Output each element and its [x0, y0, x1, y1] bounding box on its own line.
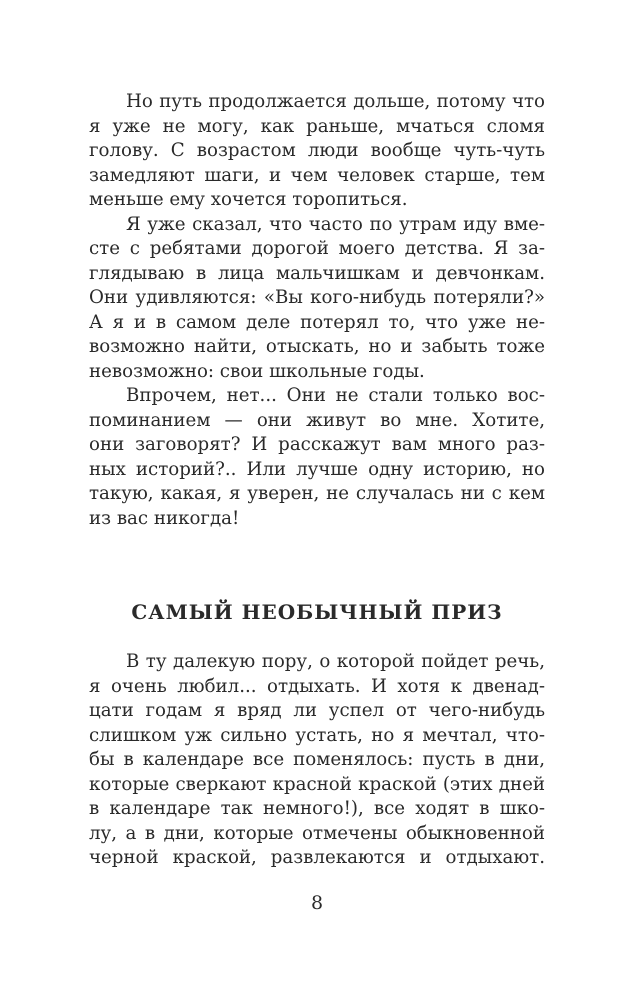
section-2-text — [89, 650, 545, 871]
page-number: 8 — [310, 892, 324, 914]
text-line: невозможно: свои школьные годы. — [89, 360, 425, 382]
text-line: цати годам я вряд ли успел от чего-нибудь — [89, 700, 545, 721]
text-line: ных историй?.. Или лучше одну историю, но — [89, 458, 545, 480]
text-line: бы в календаре все поменялось: пусть в дни, — [89, 749, 545, 770]
text-line: они заговорят? И расскажут вам много раз- — [89, 434, 545, 455]
text-line: такую, какая, я уверен, не случалась ни с кем — [89, 483, 545, 504]
text-line: черной краской, развлекаются и отдыхают. — [89, 847, 545, 868]
paragraph — [89, 384, 545, 531]
text-line: поминанием — они живут во мне. Хотите, — [89, 409, 545, 431]
text-line: голову. С возрастом люди вообще чуть-чуть — [89, 140, 545, 161]
paragraph — [89, 650, 545, 871]
text-line: в календаре так немного!), все ходят в шко- — [89, 798, 545, 819]
chapter-heading: САМЫЙ НЕОБЫЧНЫЙ ПРИЗ — [131, 600, 503, 624]
text-line: Впрочем, нет... Они не стали только вос- — [126, 385, 545, 406]
text-line: я очень любил... отдыхать. И хотя к двенад- — [89, 675, 545, 697]
text-line: Они удивляются: «Вы кого-нибудь потеряли?» — [89, 287, 545, 308]
text-line: Я уже сказал, что часто по утрам иду вме- — [126, 213, 545, 235]
section-1-text — [89, 90, 545, 531]
text-line: лу, а в дни, которые отмечены обыкновенной — [89, 822, 545, 844]
text-line: возможно найти, отыскать, но и забыть тоже — [89, 336, 545, 357]
text-line: я уже не могу, как раньше, мчаться сломя — [89, 115, 545, 137]
text-line: замедляют шаги, и чем человек старше, тем — [89, 164, 545, 186]
text-line: Но путь продолжается дольше, потому что — [126, 91, 545, 112]
text-line: В ту далекую пору, о которой пойдет речь, — [126, 651, 545, 672]
paragraph — [89, 213, 545, 385]
text-line: А я и в самом деле потерял то, что уже не- — [89, 311, 545, 333]
text-line: сте с ребятами дорогой моего детства. Я за- — [89, 238, 545, 259]
paragraph — [89, 90, 545, 213]
text-line: глядываю в лица мальчишкам и девчонкам. — [89, 262, 545, 284]
text-line: которые сверкают красной краской (этих дней — [89, 773, 545, 795]
text-line: меньше ему хочется торопиться. — [89, 189, 408, 210]
text-line: слишком уж сильно устать, но я мечтал, что- — [89, 724, 545, 746]
text-line: из вас никогда! — [89, 507, 240, 529]
